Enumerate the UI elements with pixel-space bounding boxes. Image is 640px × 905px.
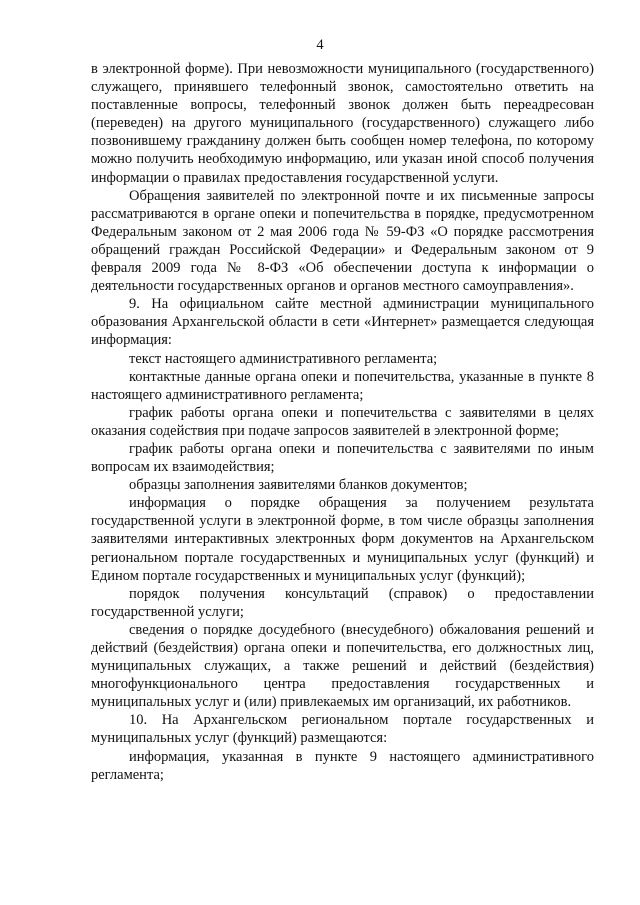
list-item-form-samples: образцы заполнения заявителями бланков документов; — [129, 477, 468, 494]
paragraph-electronic-requests: Обращения заявителей по электронной почте и их письменные запросы рассматриваются в органе опеки и попечительства в порядке, предусмотренном Федеральным законом от 2 мая 2006 года № 59-ФЗ «О порядке рассмотрения обращений граждан Российской Федерации» и Федеральным законом от 9 февраля 2009 года № 8-ФЗ «Об обеспечении доступа к информации о деятельности государственных органов и органов местного самоуправления». — [91, 187, 594, 295]
paragraph-continuation: в электронной форме). При невозможности муниципального (государственного) служащего, принявшего телефонный звонок, самостоятельно ответить на поставленные вопросы, телефонный звонок должен быть переадресован (переведен) на другого муниципального (государственного) служащего либо позвонившему гражданину должен быть сообщен номер телефона, по которому можно получить необходимую информацию, или указан иной способ получения информации о правилах предоставления государственной услуги. — [91, 61, 594, 186]
page-number: 4 — [316, 37, 324, 53]
list-item-regulation-text: текст настоящего административного регламента; — [129, 350, 438, 367]
list-item-schedule-electronic: график работы органа опеки и попечительства с заявителями в целях оказания содействия при подаче запросов заявителей в электронной форме; — [91, 404, 594, 439]
list-item-contact-data: контактные данные органа опеки и попечительства, указанные в пункте 8 настоящего административного регламента; — [91, 368, 594, 403]
list-item-consultations: порядок получения консультаций (справок) о предоставлении государственной услуги; — [91, 585, 594, 620]
document-body — [91, 60, 594, 784]
list-item-item-9-info: информация, указанная в пункте 9 настоящего административного регламента; — [91, 748, 594, 783]
list-item-result-procedure: информация о порядке обращения за получением результата государственной услуги в электронной форме, в том числе образцы заполнения заявителями интерактивных электронных форм документов на Архангельском региональном портале государственных и муниципальных услуг (функций) и Едином портале государственных и муниципальных услуг (функций); — [91, 495, 594, 584]
list-item-schedule-other: график работы органа опеки и попечительства с заявителями по иным вопросам их взаимодействия; — [91, 440, 594, 476]
paragraph-item-10: 10. На Архангельском региональном портале государственных и муниципальных услуг (функций) размещаются: — [91, 712, 594, 747]
list-item-appeal-procedure: сведения о порядке досудебного (внесудебного) обжалования решений и действий (бездействия) органа опеки и попечительства, его должностных лиц, муниципальных служащих, а также решений и действий (бездействия) многофункционального центра предоставления государственных и муниципальных услуг и (или) привлекаемых им организаций, их работников. — [91, 621, 594, 711]
paragraph-item-9: 9. На официальном сайте местной администрации муниципального образования Архангельской области в сети «Интернет» размещается следующая информация: — [91, 296, 594, 349]
